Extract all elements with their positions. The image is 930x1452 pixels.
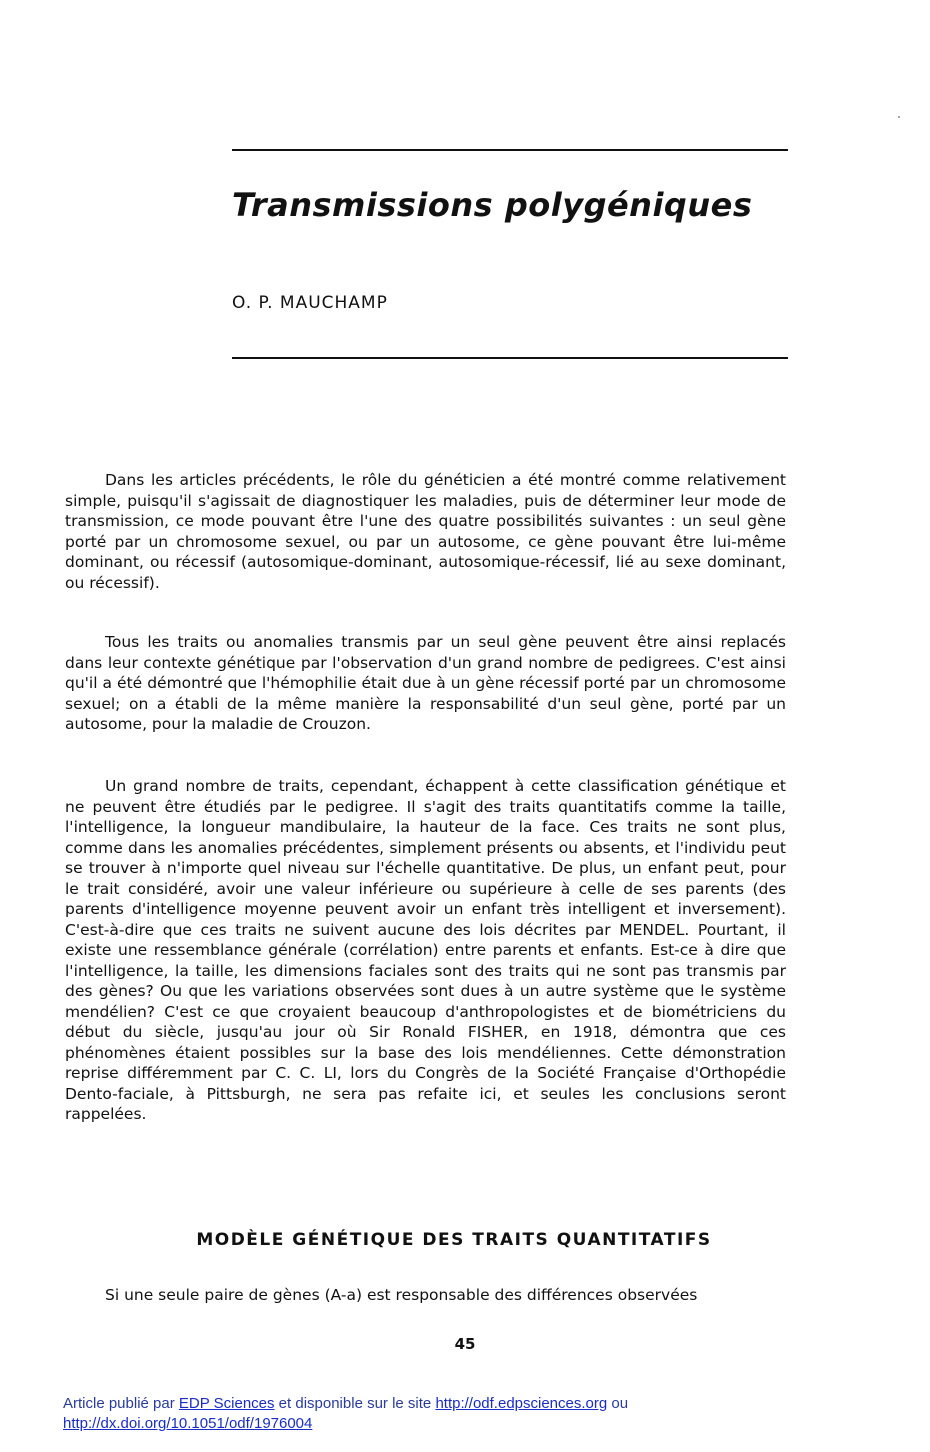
section-heading-text: MODÈLE GÉNÉTIQUE DES TRAITS QUANTITATIFS bbox=[196, 1230, 712, 1250]
bottom-rule bbox=[232, 357, 788, 359]
scan-speck bbox=[898, 116, 900, 118]
footer-text-2: et disponible sur le site bbox=[274, 1395, 436, 1412]
paragraph-2: Tous les traits ou anomalies transmis par un seul gène peuvent être ainsi replacés dans leur contexte génétique par l'observation d'un grand nombre de pedigrees. C'est ainsi qu'il a été démontré que l'hémophilie était due à un gène récessif porté par un chromosome sexuel; on a établi de la même manière la responsabilité d'un seul gène, porté par un autosome, pour la maladie de Crouzon. bbox=[65, 633, 786, 733]
paragraph-1: Dans les articles précédents, le rôle du généticien a été montré comme relativement simple, puisqu'il s'agissait de diagnostiquer les maladies, puis de déterminer leur mode de transmission, ce mode pouvant être l'une des quatre possibilités suivantes : un seul gène porté par un chromosome sexuel, ou par un autosome, ce gène pouvant être lui-même dominant, ou récessif (autosomique-dominant, autosomique-récessif, lié au sexe dominant, ou récessif). bbox=[65, 471, 786, 592]
article-author: O. P. MAUCHAMP bbox=[232, 293, 388, 313]
page-number: 45 bbox=[454, 1335, 476, 1353]
paragraph-3: Un grand nombre de traits, cependant, échappent à cette classification génétique et ne peuvent être étudiés par le pedigree. Il s'agit des traits quantitatifs comme la taille, l'intelligence, la longueur mandibulaire, la hauteur de la face. Ces traits ne sont plus, comme dans les anomalies précédentes, simplement présents ou absents, et l'individu peut se trouver à n'importe quel niveau sur l'échelle quantitative. De plus, un enfant peut, pour le trait considéré, avoir une valeur inférieure ou supérieure à celle de ses parents (des parents d'intelligence moyenne peuvent avoir un enfant très intelligent et inversement). C'est-à-dire que ces traits ne suivent aucune des lois décrites par MENDEL. Pourtant, il existe une ressemblance générale (corrélation) entre parents et enfants. Est-ce à dire que l'intelligence, la taille, les dimensions faciales sont des traits qui ne sont pas transmis par des gènes? Ou que les variations observées sont dues à un autre système que le système mendélien? C'est ce que croyaient beaucoup d'anthropologistes et de biométriciens du début du siècle, jusqu'au jour où Sir Ronald FISHER, en 1918, démontra que ces phénomènes étaient possibles sur la base des lois mendéliennes. Cette démonstration reprise différemment par C. C. LI, lors du Congrès de la Société Française d'Orthopédie Dento-faciale, à Pittsburgh, ne sera pas refaite ici, et seules les conclusions seront rappelées. bbox=[65, 777, 786, 1123]
journal-site-link[interactable]: http://odf.edpsciences.org bbox=[435, 1395, 608, 1412]
footer-text-3: ou bbox=[607, 1395, 629, 1412]
doi-link[interactable]: http://dx.doi.org/10.1051/odf/1976004 bbox=[63, 1415, 313, 1432]
edp-sciences-link[interactable]: EDP Sciences bbox=[178, 1395, 275, 1412]
publisher-footer bbox=[63, 1394, 628, 1434]
section-heading bbox=[0, 1230, 930, 1250]
section-first-line: Si une seule paire de gènes (A-a) est responsable des différences observées bbox=[105, 1286, 698, 1304]
footer-text-1: Article publié par bbox=[63, 1395, 179, 1412]
top-rule bbox=[232, 149, 788, 151]
article-title: Transmissions polygéniques bbox=[232, 186, 753, 224]
